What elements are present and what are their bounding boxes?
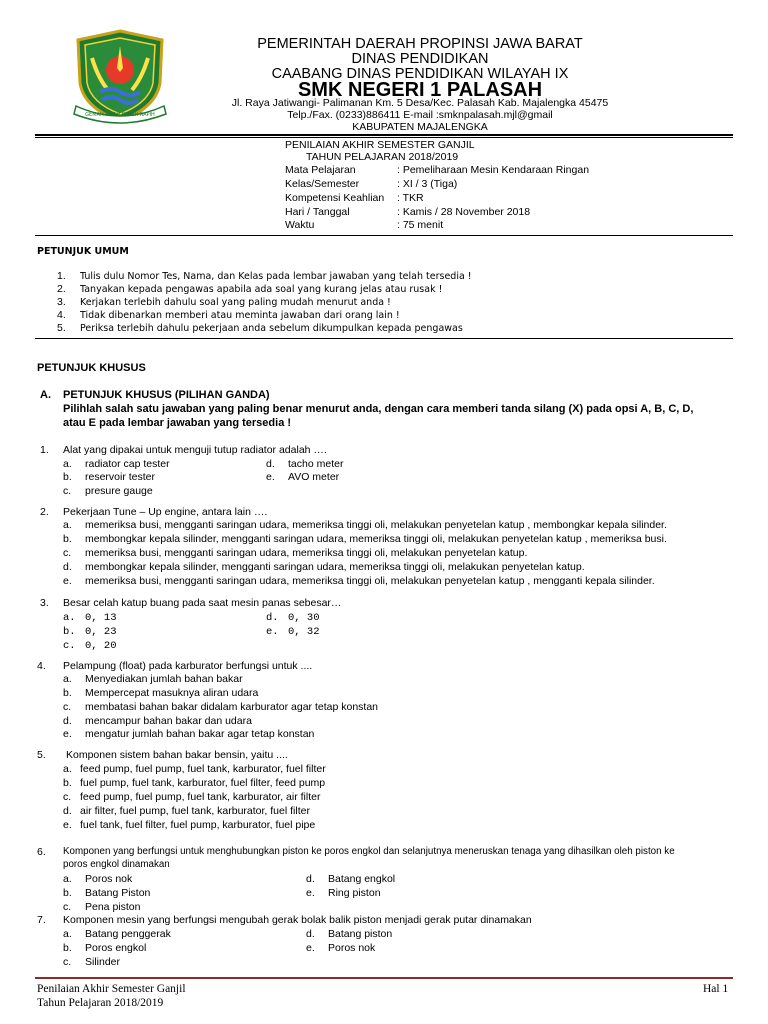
info-value: : Kamis / 28 November 2018 <box>397 206 531 218</box>
instruction-item: Tanyakan kepada pengawas apabila ada soal yang kurang jelas atau rusak ! <box>80 284 443 295</box>
question-number: 1. <box>40 444 49 456</box>
question-text: Komponen mesin yang berfungsi mengubah gerak bolak balik piston menjadi gerak putar dinamakan <box>63 914 532 926</box>
section-title: PETUNJUK KHUSUS (PILIHAN GANDA) <box>63 389 270 401</box>
question-number: 3. <box>40 597 49 609</box>
header-divider-bottom <box>35 137 733 138</box>
option-c: c. 0, 20 <box>63 640 117 652</box>
section-divider <box>35 338 733 339</box>
exam-year: TAHUN PELAJARAN 2018/2019 <box>306 151 459 163</box>
option-d: d. 0, 30 <box>266 612 320 624</box>
option-c: c. feed pump, fuel pump, fuel tank, karburator, air filter <box>63 791 321 803</box>
info-value: : TKR <box>397 192 424 204</box>
option-e: e. 0, 32 <box>266 626 320 638</box>
footer-year: Tahun Pelajaran 2018/2019 <box>37 997 164 1009</box>
option-e: e. mengatur jumlah bahan bakar agar tetap konstan <box>63 728 315 740</box>
question-text-continued: poros engkol dinamakan <box>63 859 170 870</box>
question-text: Besar celah katup buang pada saat mesin panas sebesar… <box>63 597 342 609</box>
option-d: d. Batang piston <box>306 928 393 940</box>
option-a: a. feed pump, fuel pump, fuel tank, karburator, fuel filter <box>63 763 326 775</box>
option-d: d. membongkar kepala silinder, mengganti saringan udara, memeriksa tinggi oli, melakukan penyetelan katup. <box>63 561 585 573</box>
specific-instructions-heading: PETUNJUK KHUSUS <box>37 362 146 374</box>
option-d: d. tacho meter <box>266 458 344 470</box>
question-number: 7. <box>37 914 46 926</box>
question-number: 5. <box>37 749 46 761</box>
school-contact: Telp./Fax. (0233)886411 E-mail :smknpalasah.mjl@gmail <box>287 109 553 121</box>
instruction-number: 2. <box>57 283 66 295</box>
info-value: : XI / 3 (Tiga) <box>397 178 458 190</box>
question-text: Komponen yang berfungsi untuk menghubungkan piston ke poros engkol dan selanjutnya meneruskan tenaga yang dihasilkan oleh piston ke <box>63 846 675 857</box>
instruction-text: Pilihlah salah satu jawaban yang paling benar menurut anda, dengan cara memberi tanda silang (X) pada opsi A, B, C, D, <box>63 403 694 415</box>
option-c: c. Silinder <box>63 956 121 968</box>
section-label: A. <box>40 389 51 401</box>
option-e: e. Poros nok <box>306 942 376 954</box>
info-label: Kelas/Semester <box>285 178 360 190</box>
option-c: c. memeriksa busi, mengganti saringan udara, memeriksa tinggi oli, melakukan penyetelan katup. <box>63 547 528 559</box>
info-value: : Pemeliharaan Mesin Kendaraan Ringan <box>397 164 590 176</box>
school-logo <box>70 28 170 124</box>
option-b: b. reservoir tester <box>63 471 156 483</box>
option-b: b. Batang Piston <box>63 887 151 899</box>
school-district: KABUPATEN MAJALENGKA <box>352 121 488 133</box>
question-text: Pekerjaan Tune – Up engine, antara lain …. <box>63 506 268 518</box>
info-label: Hari / Tanggal <box>285 206 350 218</box>
info-divider <box>35 235 733 236</box>
instruction-number: 5. <box>57 322 66 334</box>
footer-exam-name: Penilaian Akhir Semester Ganjil <box>37 983 186 995</box>
option-a: a. Poros nok <box>63 873 133 885</box>
instruction-text: atau E pada lembar jawaban yang tersedia ! <box>63 417 292 429</box>
school-address: Jl. Raya Jatiwangi- Palimanan Km. 5 Desa/Kec. Palasah Kab. Majalengka 45475 <box>231 97 609 109</box>
option-d: d. air filter, fuel pump, fuel tank, karburator, fuel filter <box>63 805 310 817</box>
exam-title: PENILAIAN AKHIR SEMESTER GANJIL <box>285 139 475 151</box>
option-e: e. fuel tank, fuel filter, fuel pump, karburator, fuel pipe <box>63 819 316 831</box>
info-label: Waktu <box>285 219 315 231</box>
option-a: a. 0, 13 <box>63 612 117 624</box>
option-e: e. AVO meter <box>266 471 340 483</box>
option-c: c. membatasi bahan bakar didalam karburator agar tetap konstan <box>63 701 379 713</box>
instruction-number: 3. <box>57 296 66 308</box>
question-number: 2. <box>40 506 49 518</box>
option-c: c. presure gauge <box>63 485 153 497</box>
header-line-3: CAABANG DINAS PENDIDIKAN WILAYAH IX <box>271 66 569 82</box>
instruction-number: 4. <box>57 309 66 321</box>
instruction-item: Tidak dibenarkan memberi atau meminta jawaban dari orang lain ! <box>80 310 400 321</box>
question-number: 4. <box>37 660 46 672</box>
question-text: Pelampung (float) pada karburator berfungsi untuk .... <box>63 660 313 672</box>
header-line-1: PEMERINTAH DAERAH PROPINSI JAWA BARAT <box>257 36 583 52</box>
question-number: 6. <box>37 846 46 858</box>
footer-divider <box>35 977 733 979</box>
svg-text:GEMAH RIPAH REPEH RAPIH: GEMAH RIPAH REPEH RAPIH <box>85 112 155 118</box>
option-b: b. fuel pump, fuel tank, karburator, fuel filter, feed pump <box>63 777 326 789</box>
option-b: b. membongkar kepala silinder, mengganti saringan udara, memeriksa tinggi oli, melakukan penyetelan katup , memeriksa busi. <box>63 533 667 545</box>
general-instructions-heading: PETUNJUK UMUM <box>37 246 129 257</box>
option-b: b. 0, 23 <box>63 626 117 638</box>
option-e: e. Ring piston <box>306 887 381 899</box>
school-name: SMK NEGERI 1 PALASAH <box>297 79 543 101</box>
page-number: Hal 1 <box>703 983 729 995</box>
info-value: : 75 menit <box>397 219 444 231</box>
option-c: c. Pena piston <box>63 901 141 913</box>
header-line-2: DINAS PENDIDIKAN <box>351 51 489 67</box>
option-b: b. Poros engkol <box>63 942 147 954</box>
question-text: Alat yang dipakai untuk menguji tutup radiator adalah …. <box>63 444 327 456</box>
option-a: a. memeriksa busi, mengganti saringan udara, memeriksa tinggi oli, melakukan penyetelan katup , membongkar kepala silinder. <box>63 519 667 531</box>
instruction-item: Tulis dulu Nomor Tes, Nama, dan Kelas pada lembar jawaban yang telah tersedia ! <box>80 271 472 282</box>
question-text: Komponen sistem bahan bakar bensin, yaitu .... <box>66 749 288 761</box>
option-a: a. Batang penggerak <box>63 928 171 940</box>
option-e: e. memeriksa busi, mengganti saringan udara, memeriksa tinggi oli, melakukan penyetelan katup , mengganti kepala silinder. <box>63 575 655 587</box>
option-d: d. Batang engkol <box>306 873 396 885</box>
option-a: a. Menyediakan jumlah bahan bakar <box>63 673 243 685</box>
option-d: d. mencampur bahan bakar dan udara <box>63 715 252 727</box>
info-label: Mata Pelajaran <box>285 164 356 176</box>
info-label: Kompetensi Keahlian <box>285 192 385 204</box>
instruction-item: Kerjakan terlebih dahulu soal yang paling mudah menurut anda ! <box>80 297 391 308</box>
instruction-number: 1. <box>57 270 66 282</box>
option-b: b. Mempercepat masuknya aliran udara <box>63 687 259 699</box>
option-a: a. radiator cap tester <box>63 458 170 470</box>
instruction-item: Periksa terlebih dahulu pekerjaan anda sebelum dikumpulkan kepada pengawas <box>80 323 463 334</box>
header-divider-top <box>35 134 733 136</box>
